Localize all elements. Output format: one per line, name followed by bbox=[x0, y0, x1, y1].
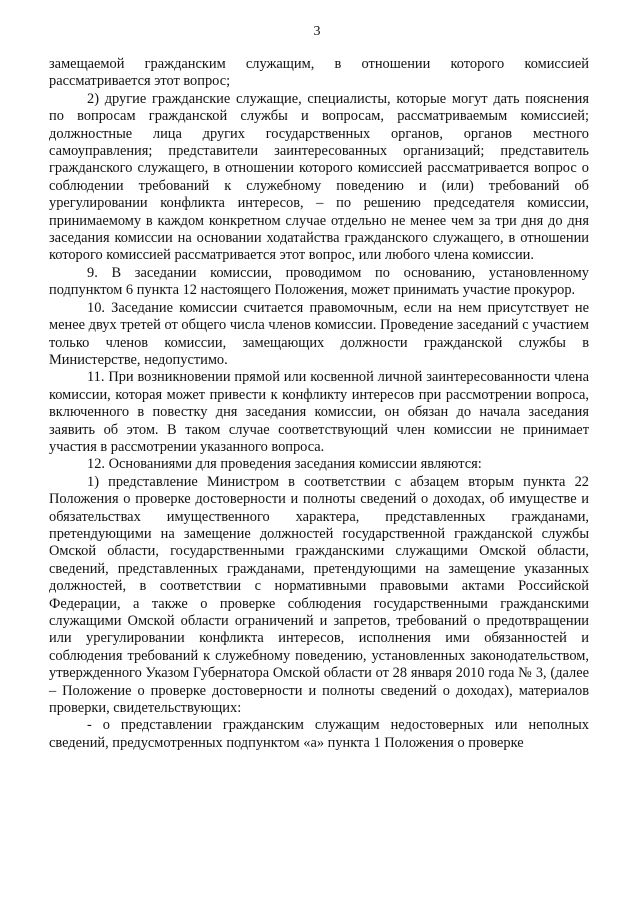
paragraph: 11. При возникновении прямой или косвенной личной заинтересованности члена комиссии, которая может привести к конфликту интересов при рассмотрении вопроса, включенного в повестку дня заседания комиссии, он обязан до начала заседания заявить об этом. В таком случае соответствующий член комиссии не принимает участия в рассмотрении указанного вопроса. bbox=[49, 369, 589, 455]
paragraph: 12. Основаниями для проведения заседания комиссии являются: bbox=[87, 456, 482, 473]
paragraph: 10. Заседание комиссии считается правомочным, если на нем присутствует не менее двух третей от общего числа членов комиссии. Проведение заседаний с участием только членов комиссии, замещающих должности гражданской службы в Министерстве, недопустимо. bbox=[49, 299, 589, 368]
paragraph: замещаемой гражданским служащим, в отношении которого комиссией рассматривается этот вопрос; bbox=[49, 56, 589, 90]
paragraph: 1) представление Министром в соответствии с абзацем вторым пункта 22 Положения о проверке достоверности и полноты сведений о доходах, об имуществе и обязательствах имущественного характера, представленных гражданами, претендующими на замещение должностей государственной гражданской службы Омской области, государственными гражданскими служащими Омской области, сведений, представленных гражданами, претендующими на замещение указанных должностей, в соответствии с нормативными правовыми актами Российской Федерации, а также о проверке соблюдения государственными гражданскими служащими Омской области ограничений и запретов, требований о предотвращении или урегулировании конфликта интересов, исполнения ими обязанностей и соблюдения требований к служебному поведению, установленных законодательством, утвержденного Указом Губернатора Омской области от 28 января 2010 года № 3, (далее – Положение о проверке достоверности и полноты сведений о доходах), материалов проверки, свидетельствующих: bbox=[49, 473, 589, 717]
document-body bbox=[49, 56, 589, 752]
paragraph: 9. В заседании комиссии, проводимом по основанию, установленному подпунктом 6 пункта 12 настоящего Положения, может принимать участие прокурор. bbox=[49, 264, 589, 299]
page-number: 3 bbox=[313, 24, 321, 39]
paragraph: - о представлении гражданским служащим недостоверных или неполных сведений, предусмотренных подпунктом «а» пункта 1 Положения о проверке bbox=[49, 717, 589, 751]
paragraph: 2) другие гражданские служащие, специалисты, которые могут дать пояснения по вопросам гражданской службы и вопросам, рассматриваемым комиссией; должностные лица других государственных органов, органов местного самоуправления; представители заинтересованных организаций; представитель гражданского служащего, в отношении которого комиссией рассматривается вопрос о соблюдении требований к служебному поведению и (или) требований об урегулировании конфликта интересов, – по решению председателя комиссии, принимаемому в каждом конкретном случае отдельно не менее чем за три дня до дня заседания комиссии на основании ходатайства гражданского служащего, в отношении которого комиссией рассматривается этот вопрос, или любого члена комиссии. bbox=[49, 90, 589, 264]
